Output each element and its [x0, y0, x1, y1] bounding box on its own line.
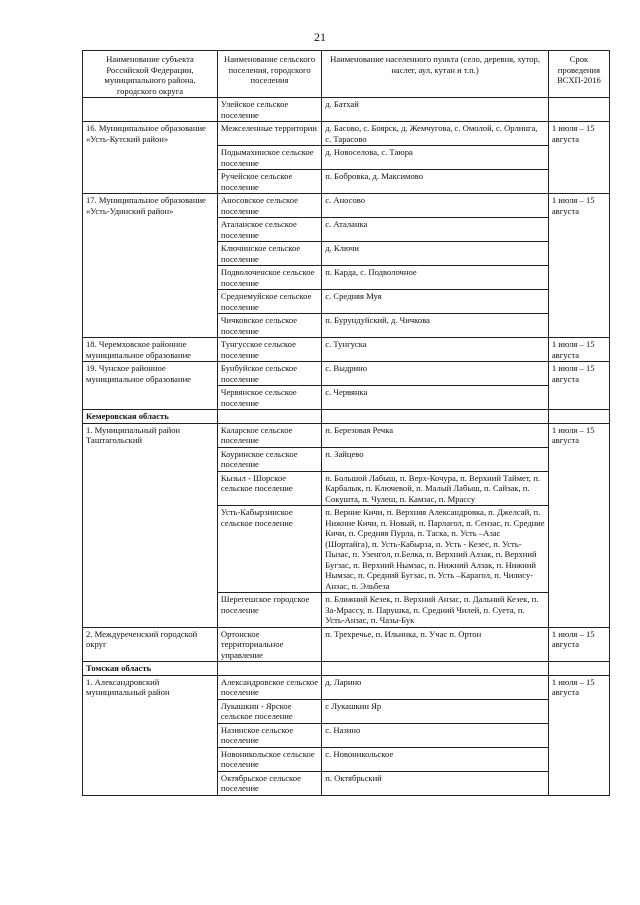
table-row	[83, 362, 610, 386]
table-row	[83, 194, 610, 218]
places-cell: п. Зайцево	[322, 447, 549, 471]
settlement-cell: Аталанское сельское поселение	[217, 218, 321, 242]
settlement-cell: Улейское сельское поселение	[217, 98, 321, 122]
places-cell: п. Карда, с. Подволочное	[322, 266, 549, 290]
period-cell: 1 июля – 15 августа	[548, 627, 609, 662]
places-cell: п. Березовая Речка	[322, 423, 549, 447]
table-row	[83, 98, 610, 122]
header-period: Срок проведения ВСХП-2016	[548, 51, 609, 98]
settlement-cell: Тунгусское сельское поселение	[217, 338, 321, 362]
subject-cell: 1. Александровский муниципальный район	[83, 675, 218, 795]
subject-cell	[83, 98, 218, 122]
settlement-cell: Подымахинское сельское поселение	[217, 146, 321, 170]
settlement-cell: Лукашкин - Ярское сельское поселение	[217, 699, 321, 723]
places-cell: д. Басово, с. Боярск, д. Жемчугова, с. Омолой, с. Орлинга, с. Тарасово	[322, 122, 549, 146]
settlements-table	[82, 50, 610, 796]
settlement-cell: Новоникольское сельское поселение	[217, 747, 321, 771]
region-row	[83, 662, 610, 676]
period-cell: 1 июля – 15 августа	[548, 122, 609, 194]
settlement-cell: Назинское сельское поселение	[217, 723, 321, 747]
empty-cell	[322, 410, 549, 424]
settlement-cell: Ортонское территориальное управление	[217, 627, 321, 662]
period-cell: 1 июля – 15 августа	[548, 362, 609, 410]
places-cell: п. Бобровка, д. Максимово	[322, 170, 549, 194]
subject-cell: 16. Муниципальное образование «Усть-Кутский район»	[83, 122, 218, 194]
places-cell: с. Аталанка	[322, 218, 549, 242]
places-cell: с. Тунгуска	[322, 338, 549, 362]
empty-cell	[548, 410, 609, 424]
empty-cell	[322, 662, 549, 676]
places-cell: с Лукашкин Яр	[322, 699, 549, 723]
settlement-cell: Ключинское сельское поселение	[217, 242, 321, 266]
places-cell: п. Бурундуйский, д. Чичкова	[322, 314, 549, 338]
settlement-cell: Червянское сельское поселение	[217, 386, 321, 410]
header-places: Наименование населенного пункта (село, деревня, хутор, наслег, аул, кутан и т.п.)	[322, 51, 549, 98]
settlement-cell: Чичковское сельское поселение	[217, 314, 321, 338]
period-cell: 1 июля – 15 августа	[548, 423, 609, 627]
settlement-cell: Среднемуйское сельское поселение	[217, 290, 321, 314]
table-header-row	[83, 51, 610, 98]
period-cell: 1 июля – 15 августа	[548, 194, 609, 338]
period-cell	[548, 98, 609, 122]
table-row	[83, 338, 610, 362]
settlement-cell: Бунбуйское сельское поселение	[217, 362, 321, 386]
settlement-cell: Межселенные территории	[217, 122, 321, 146]
settlement-cell: Октябрьское сельское поселение	[217, 771, 321, 795]
table-row	[83, 675, 610, 699]
places-cell: п. Ближний Кезек, п. Верхний Анзас, п. Дальний Кезек, п. За-Мрассу, п. Парушка, п. Средний Чилей, п. Суета, п. Усть-Анзас, п. Чазы-Бук	[322, 593, 549, 628]
settlement-cell: Ручейское сельское поселение	[217, 170, 321, 194]
places-cell: п. Большой Лабыш, п. Верх-Кочура, п. Верхний Таймет, п. Карбалык, п. Ключевой, п. Малый Лабыш, п. Сайзак, п. Сокушта, п. Чулеш, п. Камзас, п. Мрассу	[322, 471, 549, 506]
empty-cell	[548, 662, 609, 676]
region-row	[83, 410, 610, 424]
places-cell: с. Назино	[322, 723, 549, 747]
page-number: 21	[314, 30, 326, 44]
places-cell: с. Средняя Муя	[322, 290, 549, 314]
settlement-cell: Шерегешское городское поселение	[217, 593, 321, 628]
subject-cell: 17. Муниципальное образование «Усть-Удинский район»	[83, 194, 218, 338]
settlement-cell: Коуринское сельское поселение	[217, 447, 321, 471]
settlement-cell: Александровское сельское поселение	[217, 675, 321, 699]
places-cell: п. Октябрьский	[322, 771, 549, 795]
places-cell: с. Червянка	[322, 386, 549, 410]
table-row	[83, 423, 610, 447]
region-heading: Кемеровская область	[83, 410, 218, 424]
empty-cell	[217, 410, 321, 424]
header-subject: Наименование субъекта Российской Федерации, муниципального района, городского округа	[83, 51, 218, 98]
empty-cell	[217, 662, 321, 676]
settlement-cell: Кызыл - Шорское сельское поселение	[217, 471, 321, 506]
places-cell: с. Выдрино	[322, 362, 549, 386]
table-row	[83, 122, 610, 146]
region-heading: Томская область	[83, 662, 218, 676]
places-cell: д. Ларино	[322, 675, 549, 699]
subject-cell: 1. Муниципальный район Таштагольский	[83, 423, 218, 627]
places-cell: д. Ключи	[322, 242, 549, 266]
places-cell: с. Новоникольское	[322, 747, 549, 771]
subject-cell: 2. Междуреченский городской округ	[83, 627, 218, 662]
settlement-cell: Подволоченское сельское поселение	[217, 266, 321, 290]
places-cell: д. Новоселова, с. Таюра	[322, 146, 549, 170]
subject-cell: 18. Черемховское районное муниципальное образование	[83, 338, 218, 362]
settlement-cell: Каларское сельское поселение	[217, 423, 321, 447]
settlement-cell: Усть-Кабырзинское сельское поселение	[217, 506, 321, 593]
places-cell: п. Верние Кичи, п. Верхняя Александровка, п. Джелсай, п. Нижние Кичи, п. Новый, п. Парлагол, п. Сензас, п. Средние Кичи, п. Средняя Пурла, п. Таска, п. Усть –Азас (Шортайга), п. Усть-Кабырза, п. Усть - Кезес, п. Усть-Пызас, п. Узенгол, п.Белка, п. Верхний Алзак, п. Верхний Бугзас, п. Верхний Нымзас, п. Нижний Алзак, п. Нижний Нымзас, п. Средний Бугзас, п. Усть –Карагол, п. Чилису-Анзас, п. Эльбеза	[322, 506, 549, 593]
header-settlement: Наименование сельского поселения, городского поселения	[217, 51, 321, 98]
table-row	[83, 627, 610, 662]
places-cell: с. Аносово	[322, 194, 549, 218]
places-cell: п. Трехречье, п. Ильинка, п. Учас п. Ортон	[322, 627, 549, 662]
period-cell: 1 июля – 15 августа	[548, 675, 609, 795]
period-cell: 1 июля – 15 августа	[548, 338, 609, 362]
settlement-cell: Аносовское сельское поселение	[217, 194, 321, 218]
subject-cell: 19. Чунское районное муниципальное образование	[83, 362, 218, 410]
places-cell: д. Батхай	[322, 98, 549, 122]
